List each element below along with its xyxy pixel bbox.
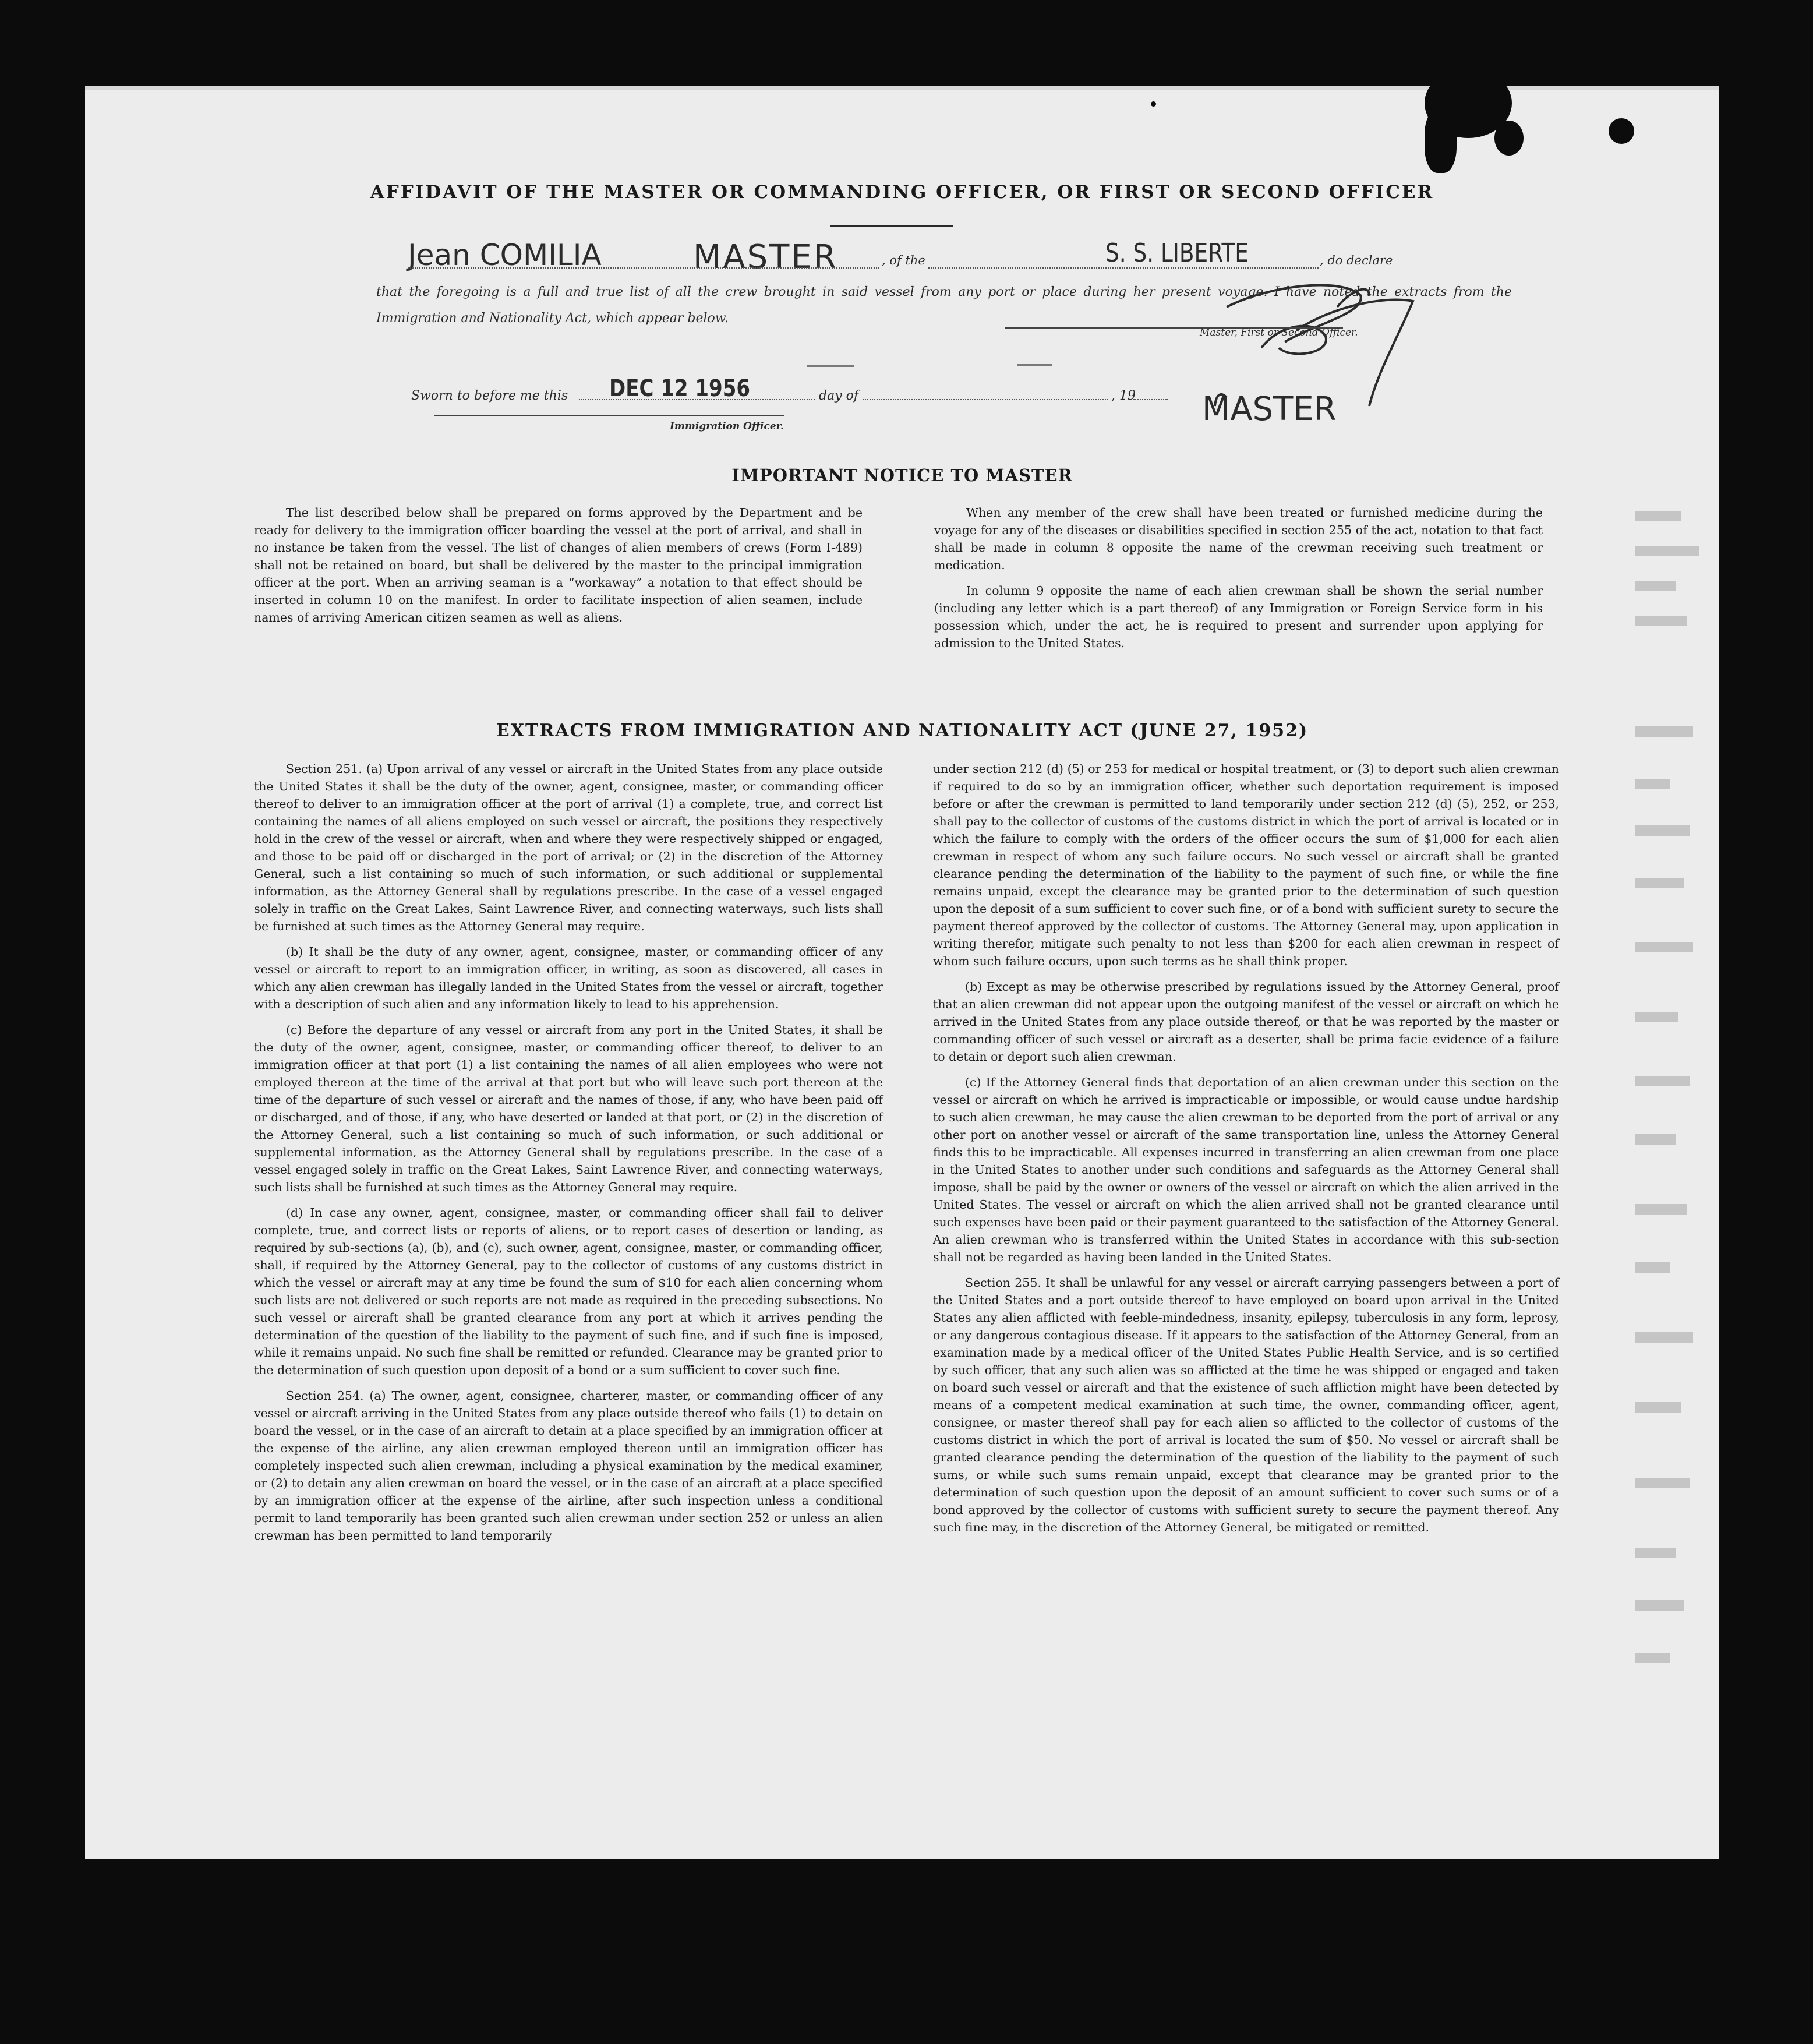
declarant-rank: MASTER [693, 238, 838, 276]
vessel-name: S. S. LIBERTE [1105, 238, 1249, 268]
declaration-statement: that the foregoing is a full and true list of all the crew brought in said vessel from any port or place during her present voyage. I have noted the extracts from the Immigration and Nationality Act, which appear below. [376, 285, 1512, 326]
bleed-through [1617, 400, 1719, 1856]
immigration-officer-caption: Immigration Officer. [670, 421, 784, 432]
do-declare-label: , do declare [1320, 253, 1393, 267]
extracts-title: EXTRACTS FROM IMMIGRATION AND NATIONALITY ACT (JUNE 27, 1952) [496, 721, 1309, 741]
immigration-officer-line [434, 415, 784, 416]
signature-caption: Master, First or Second Officer. [1200, 327, 1358, 338]
year-label: , 19 [1111, 389, 1136, 403]
date-fill-line [579, 399, 815, 400]
notice-paragraph: In column 9 opposite the name of each alien crewman shall be shown the serial number (including any letter which is a part thereof) of any Immigration or Foreign Service form in his possession which, under the act, he is required to present and surrender upon applying for admission to the United States. [934, 584, 1543, 650]
vessel-fill-line [928, 267, 1319, 269]
act-section-251a: Section 251. (a) Upon arrival of any vessel or aircraft in the United States from any place outside the United States it shall be the duty of the owner, agent, consignee, master, or commanding officer thereof to deliver to an immigration officer at the port of arrival (1) a complete, true, and correct list containing the names of all aliens employed on such vessel or aircraft, the positions they respectively hold in the crew of the vessel or aircraft, when and where they were respectively shipped or engaged, and those to be paid off or discharged in the port of arrival; or (2) in the discretion of the Attorney General, such a list containing so much of such information, or such additional or supplemental information, as the Attorney General shall by regulations prescribe. In the case of a vessel engaged solely in traffic on the Great Lakes, Saint Lawrence River, and connecting waterways, such lists shall be furnished at such times as the Attorney General may require. [254, 762, 883, 933]
affidavit-title: AFFIDAVIT OF THE MASTER OR COMMANDING OFFICER, OR FIRST OR SECOND OFFICER [370, 182, 1434, 203]
act-section-251d: (d) In case any owner, agent, consignee, master, or commanding officer shall fail to deliver complete, true, and correct lists or reports of aliens, or to report cases of desertion or landing, as required by sub-sections (a), (b), and (c), such owner, agent, consignee, master, or commanding officer, shall, if required by the Attorney General, pay to the collector of customs of any customs district in which the vessel or aircraft may at any time be found the sum of $10 for each alien concerning whom such lists are not delivered or such reports are not made as required in the preceding subsections. No such vessel or aircraft shall be granted clearance from any port at which it arrives pending the determination of the question of the liability to the payment of such fine, and if such fine is imposed, while it remains unpaid. No such fine shall be remitted or refunded. Clearance may be granted prior to the determination of such question upon deposit of a bond or a sum sufficient to cover such fine. [254, 1206, 883, 1377]
extracts-right-column [933, 760, 1559, 1544]
act-section-255: Section 255. It shall be unlawful for any vessel or aircraft carrying passengers between a port of the United States and a port outside thereof to have employed on board upon arrival in the United States any alien afflicted with feeble-mindedness, insanity, epilepsy, tuberculosis in any form, leprosy, or any dangerous contagious disease. If it appears to the satisfaction of the Attorney General, from an examination made by a medical officer of the United States Public Health Service, and is so certified by such officer, that any such alien was so afflicted at the time he was shipped or engaged and taken on board such vessel or aircraft and that the existence of such affliction might have been detected by means of a competent medical examination at such time, the owner, commanding officer, agent, consignee, or master thereof shall pay for each alien so afflicted to the collector of customs of the customs district in which the port of arrival is located the sum of $50. No vessel or aircraft shall be granted clearance pending the determination of the question of the liability to the payment of such sums, or while such sums remain unpaid, except that clearance may be granted prior to the determination of such question upon the deposit of an amount sufficient to cover such sums or of a bond approved by the collector of customs with sufficient surety to secure the payment thereof. Any such fine may, in the discretion of the Attorney General, be mitigated or remitted. [933, 1276, 1559, 1534]
sworn-label: Sworn to before me this [411, 389, 568, 403]
name-fill-line [408, 267, 879, 269]
scan-mark [807, 365, 854, 367]
notice-paragraph: The list described below shall be prepared on forms approved by the Department and be ready for delivery to the immigration officer boarding the vessel at the port of arrival, and shall in no instance be taken from the vessel. The list of changes of alien members of crews (Form I-489) shall not be retained on board, but shall be delivered by the master to the principal immigration officer at the port. When an arriving seaman is a “workaway” a notation to that effect should be inserted in column 10 on the manifest. In order to facilitate inspection of alien seamen, include names of arriving American citizen seamen as well as aliens. [254, 506, 863, 624]
ink-dot [1151, 101, 1156, 107]
extracts-left-column [254, 760, 883, 1552]
scan-mark [1017, 364, 1052, 366]
day-of-label: day of [819, 389, 859, 403]
of-the-label: , of the [882, 253, 925, 267]
notice-left-column [254, 504, 863, 634]
ink-blot [1609, 118, 1634, 144]
title-rule [830, 225, 953, 227]
notice-paragraph: When any member of the crew shall have been treated or furnished medicine during the voyage for any of the diseases or disabilities specified in section 255 of the act, notation to that fact shall be made in column 8 opposite the name of the crewman receiving such treatment or medication. [934, 506, 1543, 572]
document-page [85, 86, 1719, 1859]
declarant-name: Jean COMILIA [408, 238, 602, 272]
act-section-254c: (c) If the Attorney General finds that deportation of an alien crewman under this section on the vessel or aircraft on which he arrived is impracticable or impossible, or would cause undue hardship to such alien crewman, he may cause the alien crewman to be deported from the port of arrival or any other port on another vessel or aircraft of the same transportation line, unless the Attorney General finds this to be impracticable. All expenses incurred in transferring an alien crewman from one place in the United States to another under such conditions and safeguards as the Attorney General shall impose, shall be paid by the owner or owners of the vessel or aircraft on which the alien arrived in the United States. The vessel or aircraft on which the alien arrived shall not be granted clearance until such expenses have been paid or their payment guaranteed to the satisfaction of the Attorney General. An alien crewman who is transferred within the United States in accordance with this sub-section shall not be regarded as having been landed in the United States. [933, 1075, 1559, 1264]
sworn-date: DEC 12 1956 [609, 375, 751, 402]
act-section-251b: (b) It shall be the duty of any owner, agent, consignee, master, or commanding officer of any vessel or aircraft to report to an immigration officer, in writing, as soon as discovered, all cases in which any alien crewman has illegally landed in the United States from the vessel or aircraft, together with a description of such alien and any information likely to lead to his apprehension. [254, 945, 883, 1011]
year-fill-line [1133, 399, 1168, 400]
ink-blot [1494, 121, 1524, 156]
act-section-251c: (c) Before the departure of any vessel or aircraft from any port in the United States, it shall be the duty of the owner, agent, consignee, master, or commanding officer thereof, to deliver to an immigration officer at that port (1) a list containing the names of all alien employees who were not employed thereon at the time of the arrival at that port but who will leave such port thereon at the time of the departure of such vessel or aircraft and the names of those, if any, who have been paid off or discharged, and of those, if any, who have deserted or landed at that port, or (2) in the discretion of the Attorney General, such a list containing so much of such information, or such additional or supplemental information, as the Attorney General shall by regulations prescribe. In the case of a vessel engaged solely in traffic on the Great Lakes, Saint Lawrence River, and connecting waterways, such lists shall be furnished at such times as the Attorney General may require. [254, 1023, 883, 1194]
act-section-254a-continued: under section 212 (d) (5) or 253 for medical or hospital treatment, or (3) to deport such alien crewman if required to do so by an immigration officer, whether such deportation requirement is imposed before or after the crewman is permitted to land temporarily under section 212 (d) (5), 252, or 253, shall pay to the collector of customs of the customs district in which the port of arrival is located or in which the failure to comply with the orders of the officer occurs the sum of $1,000 for each alien crewman in respect of whom any such failure occurs. No such vessel or aircraft shall be granted clearance pending the determination of the liability to the payment of such fine, or while the fine remains unpaid, except the clearance may be granted prior to the determination of such question upon the deposit of a sum sufficient to cover such fine, or of a bond with sufficient surety to secure the payment thereof approved by the collector of customs. The Attorney General may, upon application in writing therefor, mitigate such penalty to not less than $200 for each alien crewman in respect of whom such failure occurs, upon such terms as he shall think proper. [933, 762, 1559, 968]
notice-right-column [934, 504, 1543, 660]
act-section-254b: (b) Except as may be otherwise prescribed by regulations issued by the Attorney General, proof that an alien crewman did not appear upon the outgoing manifest of the vessel or aircraft on which he arrived in the United States from any place outside thereof, or that he was reported by the master or commanding officer of such vessel or aircraft as a deserter, shall be prima facie evidence of a failure to detain or deport such alien crewman. [933, 980, 1559, 1064]
act-section-254a: Section 254. (a) The owner, agent, consignee, charterer, master, or commanding officer of any vessel or aircraft arriving in the United States from any place outside thereof who fails (1) to detain on board the vessel, or in the case of an aircraft to detain at a place specified by an immigration officer at the expense of the airline, any alien crewman employed thereon until an immigration officer has completely inspected such alien crewman, including a physical examination by the medical examiner, or (2) to detain any alien crewman on board the vessel, or in the case of an aircraft at a place specified by an immigration officer at the expense of the airline, after such inspection unless a conditional permit to land temporarily has been granted such alien crewman under section 252 or unless an alien crewman has been permitted to land temporarily [254, 1389, 883, 1542]
signature-rank: MASTER [1202, 390, 1337, 428]
notice-title: IMPORTANT NOTICE TO MASTER [731, 465, 1073, 485]
month-fill-line [863, 399, 1108, 400]
ink-blot [1425, 109, 1457, 173]
